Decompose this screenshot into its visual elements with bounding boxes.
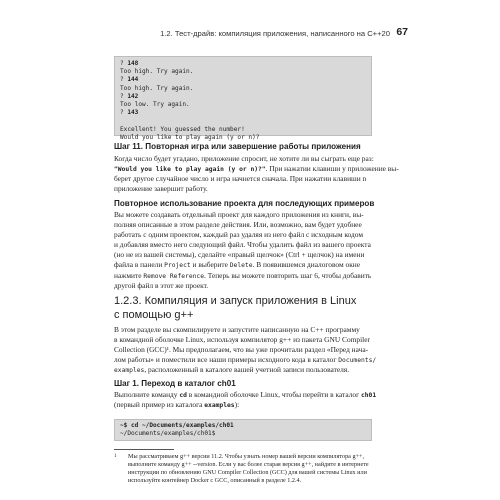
reuse-paragraph [114,210,379,291]
text-line: Вы можете создавать отдельный проект для каждого приложения из книги, вы- [114,210,364,219]
text-line [114,355,379,365]
text-span: Выполните команду [114,390,180,399]
text-line: Мы рассматриваем g++ версии 11.2. Чтобы узнать номер вашей версии компилятора g++, [128,453,365,460]
text-line: другой файл в этот же проект. [114,280,209,290]
console-input-line [120,109,366,117]
text-line: В этом разделе вы скомпилируете и запустите написанную на C++ программу [114,325,360,334]
page-number: 67 [396,26,408,38]
console-prompt: ? [120,92,128,100]
text-line [114,260,379,270]
text-span: нажмите [114,270,144,280]
text-span: лом работы» и поместили все наши примеры исходного кода в каталог [114,355,339,365]
console-input-line [120,76,366,84]
text-line [114,400,379,410]
shell-session [114,419,372,441]
step11-heading: Шаг 11. Повторная игра или завершение работы приложения [114,142,361,151]
inline-code: ch01 [360,392,377,399]
console-output-line: Too high. Try again. [120,84,194,92]
inline-code: "Would you like to play again (y or n)?" [114,166,266,174]
console-blank-line [120,117,366,125]
text-line [114,271,379,281]
text-span: . Теперь вы можете повторить шаг 6, чтобы добавить [204,270,372,280]
text-line: Когда число будет угадано, приложение спросит, не хотите ли вы сыграть еще раз: [114,154,374,163]
text-line: выполните команду g++ --version. Если у вас более старая версия g++, найдите в интернете [128,460,369,468]
inline-code: Documents/ [338,357,377,365]
inline-code: cd [179,392,187,399]
text-span: , расположенный в каталоге вашей учетной записи пользователя. [144,365,350,375]
text-span: . В появившемся диалоговом окне [252,260,361,270]
footnote-text [128,453,386,485]
text-line: приложение завершит работу. [114,184,208,194]
running-header: 1.2. Тест-драйв: компиляция приложения, написанного на C++20 [160,29,390,38]
console-output-line: Excellent! You guessed the number! [120,125,245,133]
console-output-line: Would you like to play again (y or n)? [120,133,260,141]
text-line: (но не из вашей системы), сделайте «правый щелчок» (Ctrl + щелчок) на имени [114,250,365,260]
text-span: ): [234,400,240,410]
console-output-line: Too low. Try again. [120,100,190,108]
step1-paragraph [114,390,379,410]
text-span: (первый пример из каталога [114,400,205,410]
text-line [114,390,379,400]
text-line: полняя описанные в этом разделе действия. Или, возможно, вам будет удобнее [114,220,362,230]
text-line: работать с одним проектом, каждый раз удаляя из него файл с исходным кодом [114,230,364,240]
reuse-heading: Повторное использование проекта для последующих примеров [114,199,375,208]
text-line: инструкции по обновлению GNU Compiler Collection (GCC) для вашей системы Linux или [128,468,367,476]
console-user-input: 144 [127,76,139,84]
console-output-line: Too high. Try again. [120,68,194,76]
step11-paragraph [114,154,399,194]
inline-code: Delete [229,262,253,270]
text-line: берет другое случайное число и игра начнется сначала. При нажатии клавиши n [114,174,367,184]
console-output [114,56,372,141]
text-span: . При нажатии клавиши у приложение вы- [265,164,399,174]
text-span: и выберите [190,260,230,270]
footnote-divider [114,449,174,450]
text-span: в командной оболочке Linux, чтобы перейти в каталог [186,390,361,399]
console-prompt: ? [120,60,128,67]
text-span: файла в панели [114,260,165,270]
text-line: в командной оболочке Linux, используя компилятор g++ из пакета GNU Compiler [114,335,370,345]
inline-code: examples [114,367,145,375]
text-line [114,164,399,174]
console-input-line [120,93,366,101]
intro-paragraph [114,325,379,375]
console-prompt: ? [120,76,128,84]
console-prompt: ? [120,109,128,117]
inline-code: Remove Reference [143,272,205,280]
inline-code: examples [204,402,235,410]
console-user-input: 142 [127,92,139,100]
console-input-line [120,60,366,68]
text-line: и добавляя вместо него следующий файл. Чтобы удалить файл из вашего проекта [114,240,371,250]
step1-heading: Шаг 1. Переход в каталог ch01 [114,379,236,388]
section-title-line: с помощью g++ [114,309,194,321]
console-user-input: 143 [127,109,139,117]
text-line: Collection (GCC)¹. Мы предполагаем, что вы уже прочитали раздел «Перед нача- [114,345,369,355]
footnote-number: 1 [114,454,117,459]
shell-command-line: ~$ cd ~/Documents/examples/ch01 [120,422,234,429]
section-title-line: 1.2.3. Компиляция и запуск приложения в Linux [114,295,357,307]
console-user-input: 148 [127,60,139,67]
text-line [114,365,379,375]
section-heading [114,294,384,322]
shell-prompt-line: ~/Documents/examples/ch01$ [120,430,216,437]
text-line: используйте контейнер Docker с GCC, описанный в разделе 1.2.4. [128,476,302,484]
inline-code: Project [164,262,191,270]
